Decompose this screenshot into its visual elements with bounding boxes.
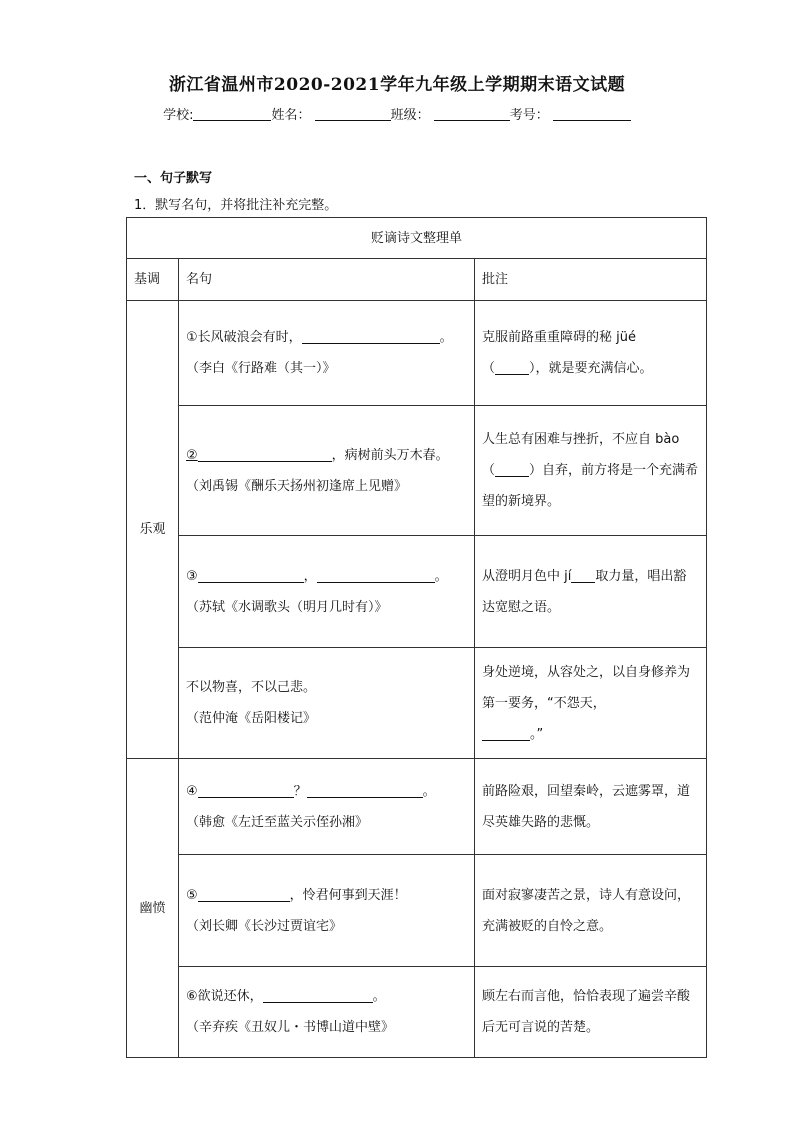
source: （刘长卿《长沙过贾谊宅》: [186, 918, 343, 934]
answer-blank-4[interactable]: [482, 725, 530, 741]
answer-blank-3a[interactable]: [198, 567, 304, 583]
table-row: ④ ？ 。 （韩愈《左迁至蓝关示侄孙湘》: [179, 759, 475, 855]
answer-blank-5b[interactable]: [307, 782, 423, 798]
question-1: 1．默写名句，并将批注补充完整。: [134, 198, 338, 213]
table-row: ①长风破浪会有时， 。 （李白《行路难（其一）》: [179, 301, 475, 406]
tone-indignant: 幽愤: [127, 759, 179, 1058]
source: （苏轼《水调歌头（明月几时有）》: [186, 599, 388, 615]
name-label: 姓名：: [271, 108, 311, 123]
pinyin-blank-2[interactable]: [495, 461, 529, 477]
note-cell: 人生总有困难与挫折，不应自 bào （ ）自弃，前方将是一个充满希望的新境界。: [475, 406, 707, 536]
pinyin-blank-3[interactable]: [571, 567, 595, 583]
exam-no-label: 考号：: [509, 108, 549, 123]
source: （范仲淹《岳阳楼记》: [186, 711, 317, 726]
answer-blank-3b[interactable]: [317, 567, 435, 583]
source: （刘禹锡《酬乐天扬州初逢席上见赠》: [186, 478, 408, 494]
student-info: [0, 104, 794, 123]
source: （韩愈《左迁至蓝关示侄孙湘》: [186, 814, 369, 830]
tone-optimistic: 乐观: [127, 301, 179, 759]
answer-blank-7[interactable]: [263, 987, 373, 1003]
class-label: 班级：: [390, 108, 430, 123]
note-cell: 顾左右而言他，恰恰表现了遍尝辛酸后无可言说的苦楚。: [475, 967, 707, 1058]
class-blank[interactable]: [434, 106, 510, 121]
note-cell: 克服前路重重障碍的秘 jüé （ ），就是要充满信心。: [475, 301, 707, 406]
pinyin-blank-1[interactable]: [495, 359, 529, 375]
note-cell: 身处逆境，从容处之，以自身修养为第一要务，“不怨天， 。”: [475, 648, 707, 759]
table-row: ② ，病树前头万木春。 （刘禹锡《酬乐天扬州初逢席上见赠》: [179, 406, 475, 536]
answer-blank-2[interactable]: [198, 446, 332, 462]
page-title: 浙江省温州市2020-2021学年九年级上学期期末语文试题: [168, 75, 626, 95]
note-cell: 前路险艰，回望秦岭，云遮雾罩，道尽英雄失路的悲慨。: [475, 759, 707, 855]
note-cell: 面对寂寥凄苦之景，诗人有意设问，充满被贬的自怜之意。: [475, 855, 707, 967]
answer-blank-1[interactable]: [302, 328, 440, 344]
source: （辛弃疾《丑奴儿・书博山道中壁》: [186, 1020, 395, 1035]
school-label: 学校:: [163, 108, 194, 123]
table-caption: 贬谪诗文整理单: [127, 218, 707, 259]
note-cell: 从澄明月色中 jí 取力量，唱出豁达宽慰之语。: [475, 536, 707, 648]
table-row: ⑥欲说还休， 。 （辛弃疾《丑奴儿・书博山道中壁》: [179, 967, 475, 1058]
answer-blank-6[interactable]: [198, 886, 290, 902]
header-note: 批注: [475, 259, 707, 301]
table-row: 不以物喜，不以己悲。 （范仲淹《岳阳楼记》: [179, 648, 475, 759]
header-tone: 基调: [127, 259, 179, 301]
section-heading: 一、句子默写: [134, 171, 213, 186]
poetry-table: [126, 217, 707, 1058]
exam-no-blank[interactable]: [553, 106, 631, 121]
header-line: 名句: [179, 259, 475, 301]
answer-blank-5a[interactable]: [198, 782, 294, 798]
table-row: ⑤ ，怜君何事到天涯！ （刘长卿《长沙过贾谊宅》: [179, 855, 475, 967]
source: （李白《行路难（其一）》: [186, 361, 336, 376]
table-row: ③ ， 。 （苏轼《水调歌头（明月几时有）》: [179, 536, 475, 648]
name-blank[interactable]: [315, 106, 391, 121]
school-blank[interactable]: [193, 106, 271, 121]
